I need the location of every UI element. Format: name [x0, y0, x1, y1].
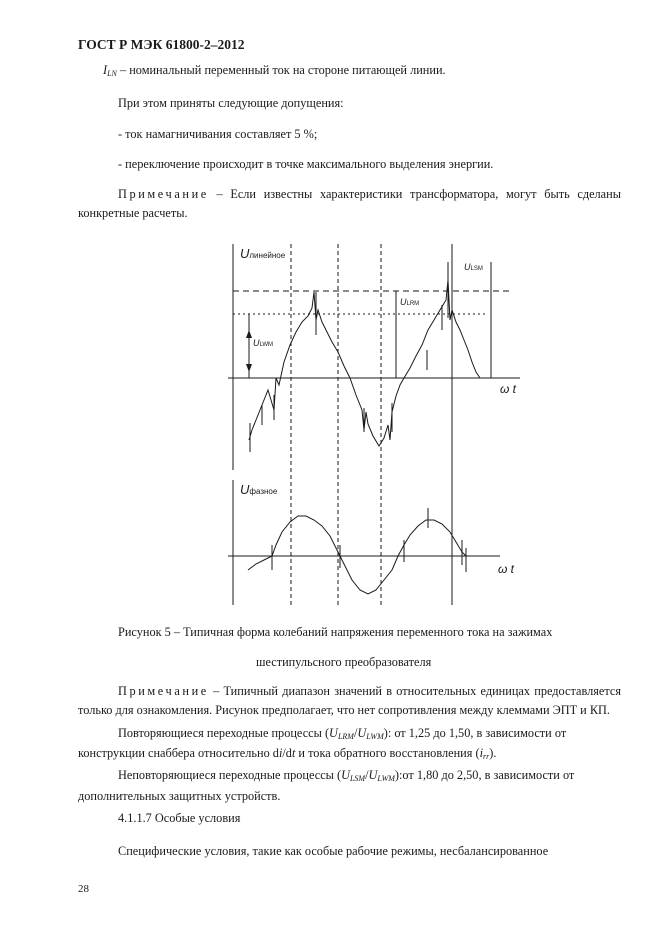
repetitive-irr: i [479, 746, 483, 760]
lwm-arrow-up [246, 330, 252, 338]
repetitive-line2 [78, 747, 496, 761]
nonrepetitive-u2-sub: LWM [377, 774, 395, 783]
bottom-y-label-main: U [240, 482, 250, 497]
repetitive-slash: / [353, 726, 358, 740]
repetitive-text-b: ): от 1,25 до 1,50, в зависимости от [383, 726, 567, 740]
repetitive-text-f: ). [489, 746, 497, 760]
u-lwm-label [253, 338, 273, 348]
note2-label: Примечание [118, 684, 209, 698]
repetitive-text-a: Повторяющиеся переходные процессы ( [118, 726, 330, 740]
repetitive-text-d: /d [282, 746, 292, 760]
top-y-label-main: U [240, 246, 250, 261]
bottom-y-label [240, 482, 277, 497]
u-lsm-label [464, 262, 483, 272]
phase-voltage-waveform [248, 516, 466, 594]
assumption-item-2: - переключение происходит в точке максимального выделения энергии. [118, 157, 494, 171]
top-x-label: ω t [500, 382, 517, 396]
note2-line2: только для ознакомления. Рисунок предполагает, что нет сопротивления между клеммами ЭПТ и КП. [78, 703, 610, 717]
u-lwm-main: U [253, 338, 260, 348]
top-y-label-sub: линейное [249, 251, 286, 260]
repetitive-t: t [291, 746, 296, 760]
repetitive-u1: U [329, 726, 338, 740]
repetitive-u2-sub: LWM [366, 732, 384, 741]
repetitive-u1-sub: LRM [337, 732, 354, 741]
note1-label: Примечание [118, 187, 209, 201]
u-lsm-main: U [464, 262, 471, 272]
document-header: ГОСТ Р МЭК 61800-2–2012 [78, 37, 245, 52]
assumptions-intro: При этом приняты следующие допущения: [118, 96, 344, 110]
nonrepetitive-line1 [118, 769, 574, 783]
bottom-x-label: ω t [498, 562, 515, 576]
last-paragraph-line: Специфические условия, такие как особые рабочие режимы, несбалансированное [118, 844, 549, 858]
page-number: 28 [78, 883, 89, 895]
nonrepetitive-text-b: ):от 1,80 до 2,50, в зависимости от [394, 768, 575, 782]
figure-caption-line1: Рисунок 5 – Типичная форма колебаний напряжения переменного тока на зажимах [118, 625, 553, 639]
nonrepetitive-line2: дополнительных защитных устройств. [78, 789, 281, 803]
figure-caption-line2: шестипульсного преобразователя [256, 655, 432, 669]
u-lrm-sub: LRM [406, 301, 420, 307]
phase-transient-spikes [272, 508, 466, 572]
nonrepetitive-slash: / [365, 768, 369, 782]
note2-text: – Типичный диапазон значений в относительных единицах предоставляется [208, 684, 621, 698]
section-heading: 4.1.1.7 Особые условия [118, 811, 241, 825]
repetitive-u2: U [357, 726, 367, 740]
note2-line1 [118, 685, 621, 697]
u-lwm-sub: LWM [259, 342, 274, 348]
note1-line2: конкретные расчеты. [78, 206, 188, 220]
nonrepetitive-text-a: Неповторяющиеся переходные процессы ( [118, 768, 342, 782]
note1-text: – Если известны характеристики трансформатора, могут быть сделаны [208, 187, 621, 201]
nonrepetitive-u1: U [341, 768, 350, 782]
bottom-y-label-sub: фазное [249, 487, 278, 496]
nonrepetitive-u1-sub: LSM [349, 774, 366, 783]
repetitive-line1 [118, 727, 566, 741]
repetitive-text-e: и тока обратного восстановления ( [295, 746, 480, 760]
repetitive-irr-sub: rr [482, 752, 490, 761]
current-subscript: LN [107, 69, 117, 78]
current-symbol: I [103, 63, 108, 77]
u-lsm-sub: LSM [470, 266, 483, 272]
top-y-label [240, 246, 285, 261]
nonrepetitive-u2: U [368, 768, 378, 782]
assumption-item-1: - ток намагничивания составляет 5 %; [118, 127, 318, 141]
lwm-arrow-down [246, 364, 252, 372]
u-lrm-label [400, 297, 419, 307]
definition-text: – номинальный переменный ток на стороне питающей линии. [116, 63, 446, 77]
repetitive-text-c: конструкции снаббера относительно d [78, 746, 279, 760]
u-lrm-main: U [400, 297, 407, 307]
repetitive-i: i [278, 746, 283, 760]
